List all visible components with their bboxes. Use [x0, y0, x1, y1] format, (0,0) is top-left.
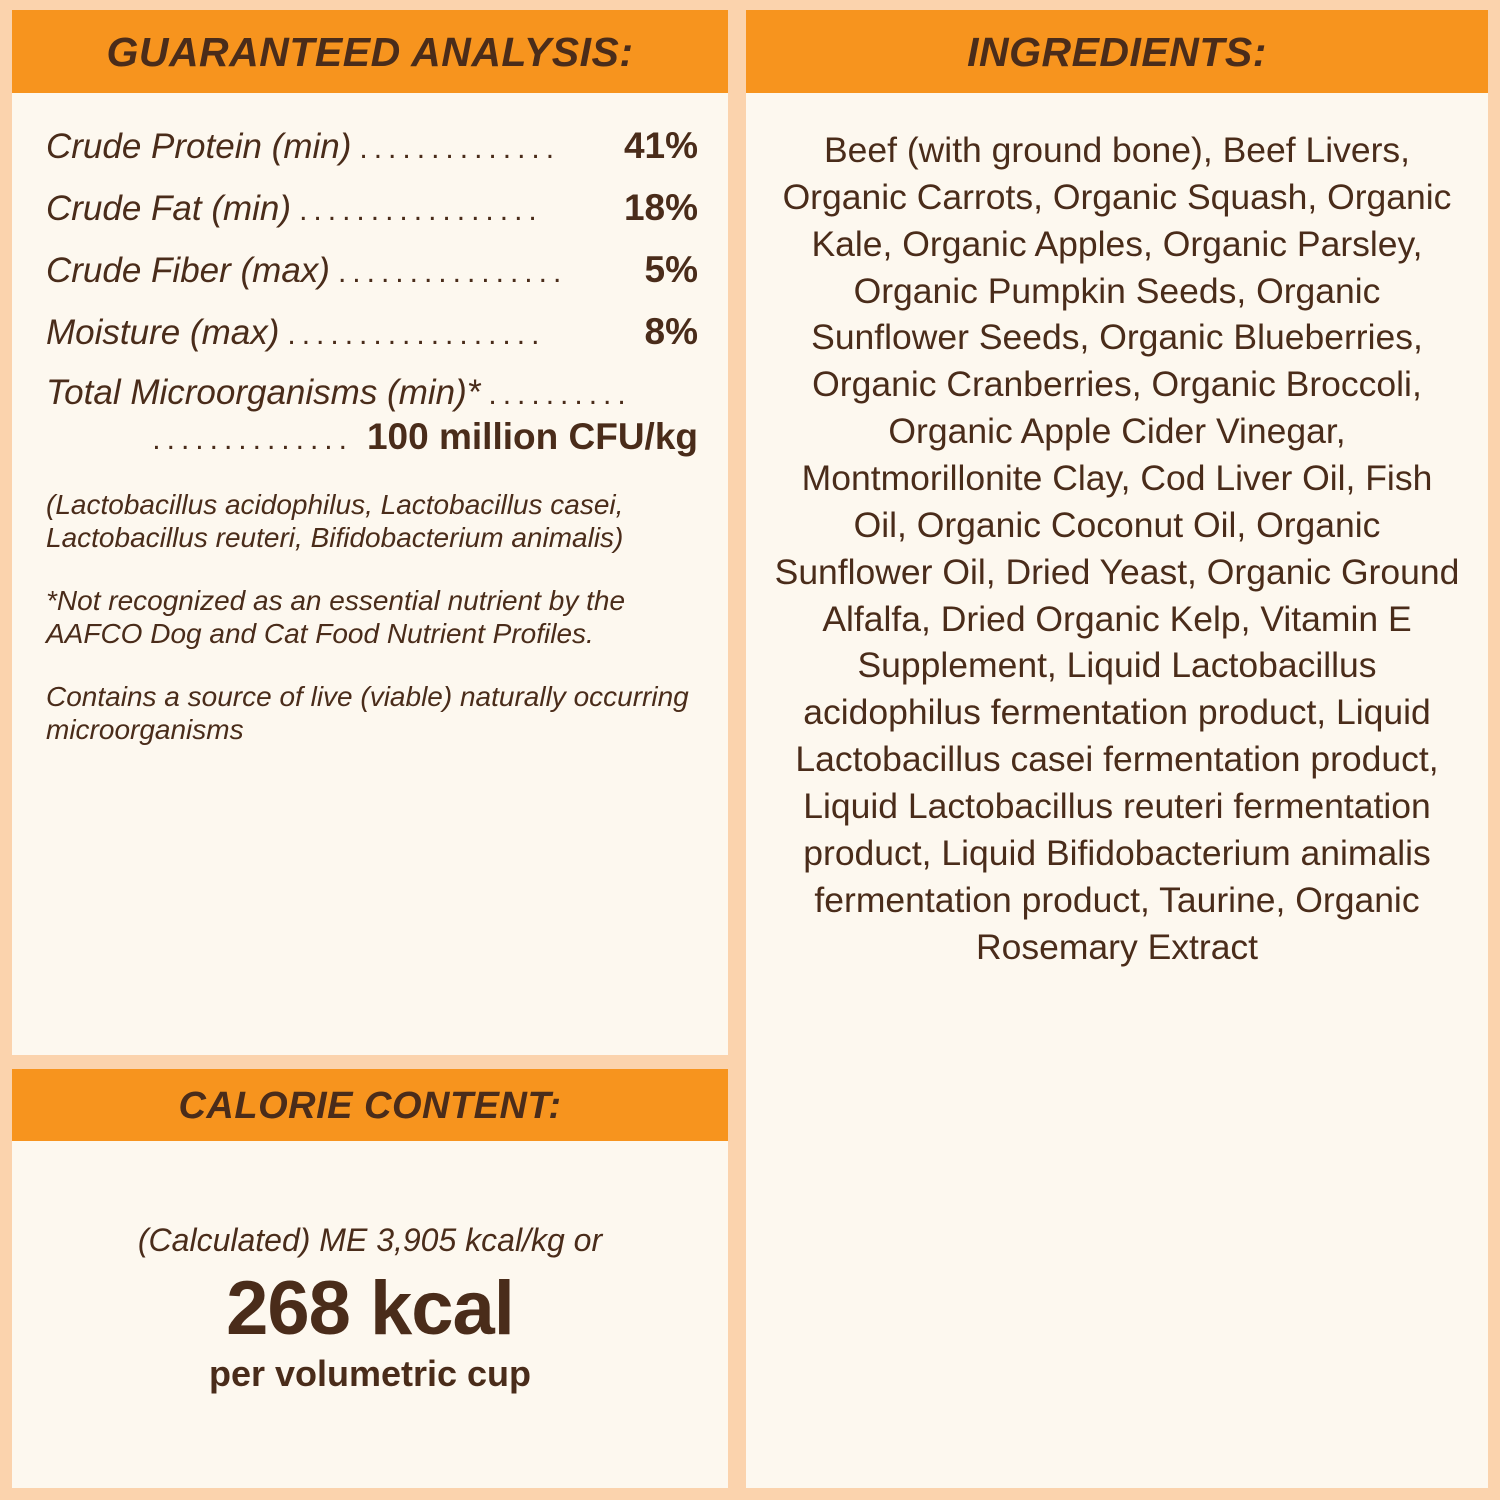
calorie-content-header: CALORIE CONTENT: [12, 1069, 728, 1141]
analysis-row [46, 313, 698, 350]
calories-per-cup-value: 268 kcal [226, 1266, 514, 1351]
left-column [12, 10, 728, 1488]
analysis-row [46, 251, 698, 288]
analysis-row-label: Moisture (max) [46, 313, 280, 352]
analysis-row-dots: ................. [299, 196, 543, 226]
analysis-row-dots: .............. [359, 134, 561, 164]
microorganism-cfu-row [46, 416, 698, 458]
metabolizable-energy-line: (Calculated) ME 3,905 kcal/kg or [137, 1222, 603, 1258]
live-microorganisms-note: Contains a source of live (viable) naturally occurring microorganisms [46, 681, 689, 746]
cfu-dots: .............. [152, 423, 353, 456]
calories-per-cup-unit: per volumetric cup [208, 1353, 532, 1394]
aafco-footnote: *Not recognized as an essential nutrient by the AAFCO Dog and Cat Food Nutrient Profiles. [46, 585, 626, 650]
calorie-content-body [12, 1141, 728, 1488]
cfu-value: 100 million CFU/kg [366, 416, 698, 457]
analysis-row-label: Total Microorganisms (min)* [46, 373, 481, 412]
analysis-row-value: 8% [644, 311, 698, 352]
probiotic-strains-note: (Lactobacillus acidophilus, Lactobacillus casei, Lactobacillus reuteri, Bifidobacterium animalis) [46, 489, 624, 554]
analysis-row-value: 41% [623, 125, 698, 166]
ingredients-panel [746, 10, 1488, 1488]
analysis-row-label: Crude Fat (min) [46, 189, 292, 228]
ingredients-header: INGREDIENTS: [746, 10, 1488, 93]
ingredients-text: Beef (with ground bone), Beef Livers, Organic Carrots, Organic Squash, Organic Kale, Organic Apples, Organic Parsley, Organic Pumpkin Seeds, Organic Sunflower Seeds, Organic Blueberries, Organic Cranberries, Organic Broccoli, Organic Apple Cider Vinegar, Montmorillonite Clay, Cod Liver Oil, Fish Oil, Organic Coconut Oil, Organic Sunflower Oil, Dried Yeast, Organic Ground Alfalfa, Dried Organic Kelp, Vitamin E Supplement, Liquid Lactobacillus acidophilus fermentation product, Liquid Lactobacillus casei fermentation product, Liquid Lactobacillus reuteri fermentation product, Liquid Bifidobacterium animalis fermentation product, Taurine, Organic Rosemary Extract [774, 130, 1460, 967]
analysis-row-value: 5% [644, 249, 698, 290]
analysis-row [46, 127, 698, 164]
analysis-row-label: Crude Protein (min) [46, 127, 352, 166]
analysis-row [46, 189, 698, 226]
analysis-row-label: Crude Fiber (max) [46, 251, 330, 290]
right-column [746, 10, 1488, 1488]
guaranteed-analysis-panel [12, 10, 728, 1055]
calorie-content-panel [12, 1069, 728, 1488]
guaranteed-analysis-header: GUARANTEED ANALYSIS: [12, 10, 728, 93]
analysis-row-dots: .................. [287, 320, 546, 350]
analysis-row-dots: .......... [488, 380, 632, 410]
analysis-row-value: 18% [623, 187, 698, 228]
analysis-row-dots: ................ [337, 258, 568, 288]
guaranteed-analysis-body [12, 93, 728, 756]
analysis-row [46, 375, 698, 410]
